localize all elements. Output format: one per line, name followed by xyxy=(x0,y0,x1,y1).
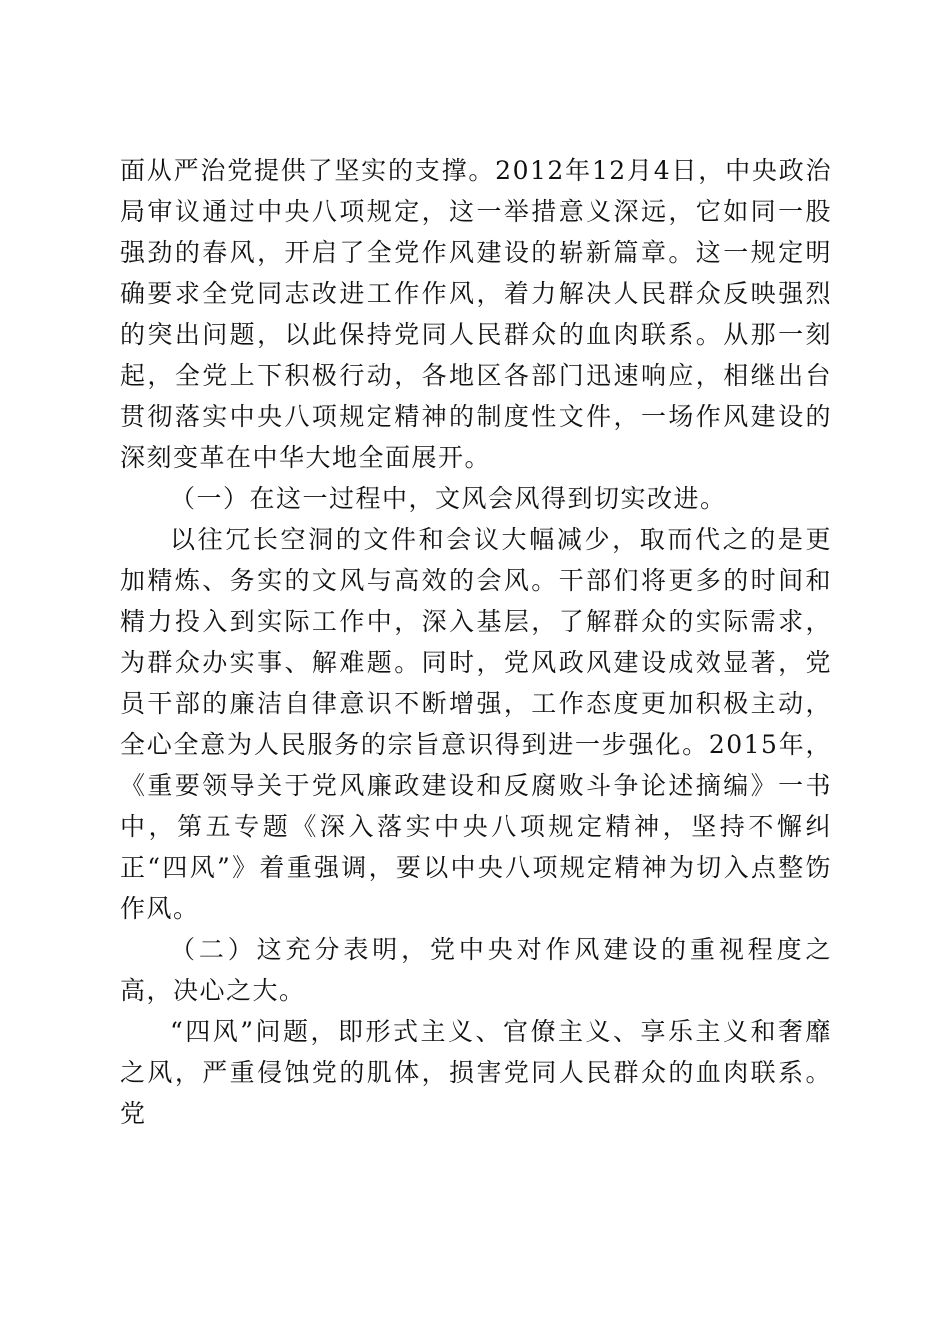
document-body xyxy=(120,150,832,1134)
paragraph: “四风”问题，即形式主义、官僚主义、享乐主义和奢靡之风，严重侵蚀党的肌体，损害党同人民群众的血肉联系。党 xyxy=(120,1017,832,1128)
paragraph-continuation: 面从严治党提供了坚实的支撑。2012年12月4日，中央政治局审议通过中央八项规定，这一举措意义深远，它如同一股强劲的春风，开启了全党作风建设的崭新篇章。这一规定明确要求全党同志改进工作作风，着力解决人民群众反映强烈的突出问题，以此保持党同人民群众的血肉联系。从那一刻起，全党上下积极行动，各地区各部门迅速响应，相继出台贯彻落实中央八项规定精神的制度性文件，一场作风建设的深刻变革在中华大地全面展开。 xyxy=(120,156,832,472)
section-heading-2: （二）这充分表明，党中央对作风建设的重视程度之高，决心之大。 xyxy=(120,935,832,1005)
section-heading-1: （一）在这一过程中，文风会风得到切实改进。 xyxy=(170,484,727,513)
paragraph: 以往冗长空洞的文件和会议大幅减少，取而代之的是更加精炼、务实的文风与高效的会风。干部们将更多的时间和精力投入到实际工作中，深入基层，了解群众的实际需求，为群众办实事、解难题。同时，党风政风建设成效显著，党员干部的廉洁自律意识不断增强，工作态度更加积极主动，全心全意为人民服务的宗旨意识得到进一步强化。2015年，《重要领导关于党风廉政建设和反腐败斗争论述摘编》一书中，第五专题《深入落实中央八项规定精神，坚持不懈纠正“四风”》着重强调，要以中央八项规定精神为切入点整饬作风。 xyxy=(120,525,832,923)
